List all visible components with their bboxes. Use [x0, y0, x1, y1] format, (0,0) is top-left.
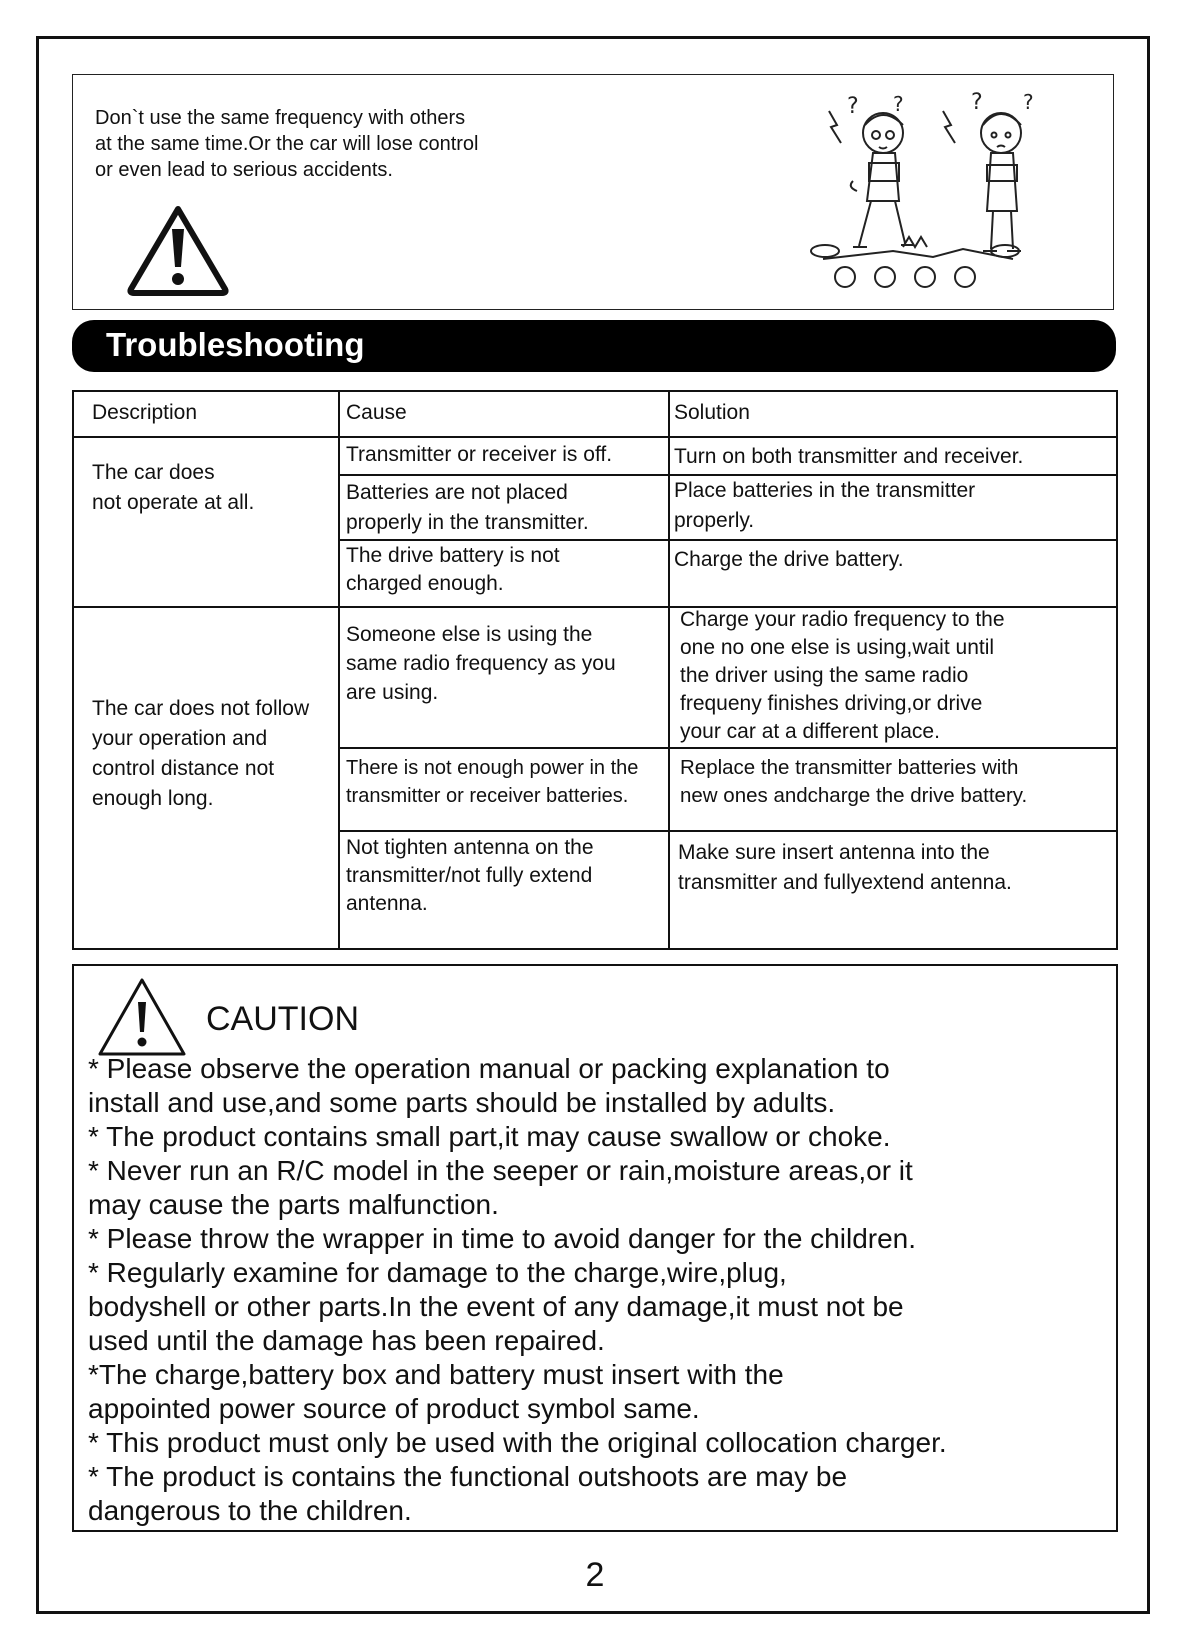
list-item: *The charge,battery box and battery must insert with the appointed power source of product symbol same. — [88, 1359, 784, 1424]
list-item: * This product must only be used with the original collocation charger. — [88, 1427, 947, 1458]
solution-cell: Charge the drive battery. — [674, 548, 904, 571]
header-description: Description — [92, 401, 198, 424]
solution-cell: Replace the transmitter batteries with new ones andcharge the drive battery. — [680, 756, 1028, 807]
solution-cell: Make sure insert antenna into the transmitter and fullyextend antenna. — [678, 841, 1012, 894]
svg-text:?: ? — [971, 90, 983, 115]
frequency-warning-box — [72, 74, 1114, 310]
cause-cell: Transmitter or receiver is off. — [346, 443, 613, 466]
list-item: * Never run an R/C model in the seeper or rain,moisture areas,or it may cause the parts malfunction. — [88, 1155, 913, 1220]
header-solution: Solution — [674, 401, 750, 424]
troubleshooting-table — [72, 390, 1118, 950]
section-title: Troubleshooting — [106, 326, 365, 363]
caution-box — [72, 964, 1118, 1532]
svg-text:?: ? — [1023, 90, 1034, 114]
troubleshooting-header — [72, 320, 1116, 372]
cause-cell: There is not enough power in the transmitter or receiver batteries. — [346, 757, 639, 807]
header-cause: Cause — [346, 401, 407, 424]
frequency-warning-text: Don`t use the same frequency with others at the same time.Or the car will lose control or even lead to serious accidents. — [95, 107, 479, 181]
list-item: * Regularly examine for damage to the charge,wire,plug, bodyshell or other parts.In the event of any damage,it must not be used until the damage has been repaired. — [88, 1257, 904, 1356]
cause-cell: Batteries are not placed properly in the transmitter. — [346, 481, 589, 534]
caution-list — [88, 1052, 947, 1528]
solution-cell: Place batteries in the transmitter properly. — [674, 479, 976, 532]
warning-triangle-icon — [125, 203, 231, 297]
solution-cell: Turn on both transmitter and receiver. — [674, 445, 1024, 468]
warning-triangle-icon — [96, 976, 188, 1058]
cause-cell: Not tighten antenna on the transmitter/not fully extend antenna. — [346, 836, 594, 915]
svg-text:?: ? — [847, 94, 859, 119]
kids-with-transmitters-illustration — [783, 81, 1113, 306]
svg-text:?: ? — [893, 92, 904, 116]
page-number: 2 — [585, 1556, 605, 1594]
list-item: * The product contains small part,it may cause swallow or choke. — [88, 1121, 891, 1152]
solution-cell: Charge your radio frequency to the one no one else is using,wait until the driver using the same radio frequeny finishes driving,or drive your car at a different place. — [680, 608, 1005, 743]
list-item: * The product is contains the functional outshoots are may be dangerous to the children. — [88, 1461, 848, 1526]
caution-title: CAUTION — [206, 1000, 359, 1038]
cause-cell: Someone else is using the same radio frequency as you are using. — [346, 623, 616, 704]
description-cell: The car does not follow your operation and control distance not enough long. — [92, 697, 310, 810]
description-cell: The car does not operate at all. — [92, 461, 255, 514]
cause-cell: The drive battery is not charged enough. — [346, 544, 560, 595]
list-item: * Please observe the operation manual or packing explanation to install and use,and some parts should be installed by adults. — [88, 1053, 890, 1118]
list-item: * Please throw the wrapper in time to avoid danger for the children. — [88, 1223, 917, 1254]
